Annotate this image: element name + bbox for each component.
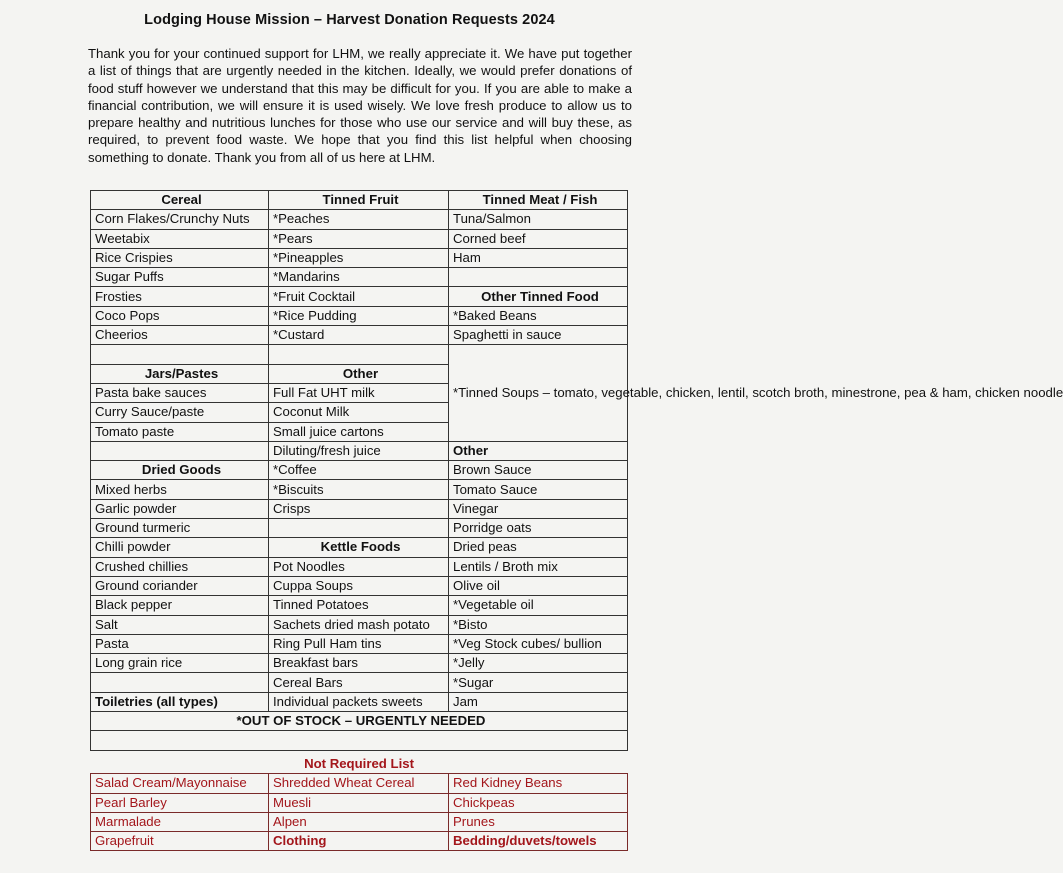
- not-required-heading: Not Required List: [91, 755, 628, 774]
- list-item: Diluting/fresh juice: [269, 441, 449, 460]
- list-item: Chilli powder: [91, 538, 269, 557]
- list-item: Crushed chillies: [91, 557, 269, 576]
- list-item: *Pears: [269, 229, 449, 248]
- empty-cell: [269, 519, 449, 538]
- list-item: Ring Pull Ham tins: [269, 634, 449, 653]
- list-item: *Vegetable oil: [449, 596, 628, 615]
- cereal-heading: Cereal: [91, 191, 269, 210]
- list-item: Small juice cartons: [269, 422, 449, 441]
- list-item: *Jelly: [449, 654, 628, 673]
- jars-pastes-heading: Jars/Pastes: [91, 364, 269, 383]
- list-item: Crisps: [269, 499, 449, 518]
- list-item: Vinegar: [449, 499, 628, 518]
- list-item: Brown Sauce: [449, 461, 628, 480]
- list-item: Individual packets sweets: [269, 692, 449, 711]
- list-item: *Bisto: [449, 615, 628, 634]
- out-of-stock-notice: *OUT OF STOCK – URGENTLY NEEDED: [91, 712, 628, 731]
- list-item: Ground turmeric: [91, 519, 269, 538]
- list-item: Tinned Potatoes: [269, 596, 449, 615]
- list-item: Spaghetti in sauce: [449, 326, 628, 345]
- not-required-item: Shredded Wheat Cereal: [269, 774, 449, 793]
- list-item: Black pepper: [91, 596, 269, 615]
- list-item: *Biscuits: [269, 480, 449, 499]
- list-item: Cheerios: [91, 326, 269, 345]
- list-item: *Coffee: [269, 461, 449, 480]
- list-item: *Rice Pudding: [269, 306, 449, 325]
- list-item: Garlic powder: [91, 499, 269, 518]
- list-item: Frosties: [91, 287, 269, 306]
- tinned-fruit-heading: Tinned Fruit: [269, 191, 449, 210]
- list-item: Jam: [449, 692, 628, 711]
- list-item: Cereal Bars: [269, 673, 449, 692]
- not-required-item: Muesli: [269, 793, 449, 812]
- empty-cell: [449, 268, 628, 287]
- list-item: Sugar Puffs: [91, 268, 269, 287]
- not-required-item: Marmalade: [91, 812, 269, 831]
- not-required-item: Alpen: [269, 812, 449, 831]
- list-item: Ground coriander: [91, 576, 269, 595]
- list-item: *Peaches: [269, 210, 449, 229]
- list-item: Mixed herbs: [91, 480, 269, 499]
- list-item: Dried peas: [449, 538, 628, 557]
- list-item: Pasta bake sauces: [91, 383, 269, 402]
- list-item: Curry Sauce/paste: [91, 403, 269, 422]
- tinned-meat-heading: Tinned Meat / Fish: [449, 191, 628, 210]
- list-item: Ham: [449, 248, 628, 267]
- list-item: Tomato paste: [91, 422, 269, 441]
- list-item: *Pineapples: [269, 248, 449, 267]
- list-item: *Custard: [269, 326, 449, 345]
- not-required-item: Red Kidney Beans: [449, 774, 628, 793]
- intro-paragraph: Thank you for your continued support for LHM, we really appreciate it. We have put together a list of things that are urgently needed in the kitchen. Ideally, we would prefer donations of food stuff however we understand that this may be difficult for you. If you are able to make a financial contribution, we will ensure it is used wisely. We love fresh produce to allow us to prepare healthy and nutritious lunches for those who use our service and will buy these, as required, to prevent food waste. We hope that you find this list helpful when choosing something to donate. Thank you from all of us here at LHM.: [88, 46, 632, 165]
- other-heading-col3: Other: [449, 441, 628, 460]
- kettle-foods-heading: Kettle Foods: [269, 538, 449, 557]
- list-item: Cuppa Soups: [269, 576, 449, 595]
- list-item: Porridge oats: [449, 519, 628, 538]
- empty-cell: [269, 345, 449, 364]
- not-required-item: Prunes: [449, 812, 628, 831]
- list-item: *Veg Stock cubes/ bullion: [449, 634, 628, 653]
- list-item: Long grain rice: [91, 654, 269, 673]
- empty-cell: [91, 345, 269, 364]
- not-required-item: Grapefruit: [91, 832, 269, 851]
- list-item: Salt: [91, 615, 269, 634]
- list-item: Tuna/Salmon: [449, 210, 628, 229]
- not-required-item: Salad Cream/Mayonnaise: [91, 774, 269, 793]
- list-item: Rice Crispies: [91, 248, 269, 267]
- empty-row: [91, 731, 628, 750]
- list-item: Tomato Sauce: [449, 480, 628, 499]
- list-item: Pasta: [91, 634, 269, 653]
- list-item: Full Fat UHT milk: [269, 383, 449, 402]
- not-required-item: Bedding/duvets/towels: [449, 832, 628, 851]
- list-item: Olive oil: [449, 576, 628, 595]
- not-required-table: [90, 755, 628, 851]
- toiletries-heading: Toiletries (all types): [91, 692, 269, 711]
- other-heading-col2: Other: [269, 364, 449, 383]
- list-item: Coconut Milk: [269, 403, 449, 422]
- list-item: *Sugar: [449, 673, 628, 692]
- other-tinned-food-heading: Other Tinned Food: [449, 287, 628, 306]
- list-item: Coco Pops: [91, 306, 269, 325]
- not-required-item: Chickpeas: [449, 793, 628, 812]
- list-item: Corned beef: [449, 229, 628, 248]
- tinned-soups-item: *Tinned Soups – tomato, vegetable, chicken, lentil, scotch broth, minestrone, pea & ham, chicken noodle: [449, 345, 628, 441]
- list-item: *Fruit Cocktail: [269, 287, 449, 306]
- document-title: Lodging House Mission – Harvest Donation Requests 2024: [144, 12, 555, 28]
- list-item: *Baked Beans: [449, 306, 628, 325]
- list-item: Weetabix: [91, 229, 269, 248]
- list-item: Corn Flakes/Crunchy Nuts: [91, 210, 269, 229]
- list-item: Pot Noodles: [269, 557, 449, 576]
- list-item: *Mandarins: [269, 268, 449, 287]
- not-required-item: Pearl Barley: [91, 793, 269, 812]
- list-item: Lentils / Broth mix: [449, 557, 628, 576]
- dried-goods-heading: Dried Goods: [91, 461, 269, 480]
- empty-cell: [91, 673, 269, 692]
- empty-cell: [91, 441, 269, 460]
- list-item: Sachets dried mash potato: [269, 615, 449, 634]
- donation-requests-table: [90, 190, 1063, 751]
- not-required-item: Clothing: [269, 832, 449, 851]
- list-item: Breakfast bars: [269, 654, 449, 673]
